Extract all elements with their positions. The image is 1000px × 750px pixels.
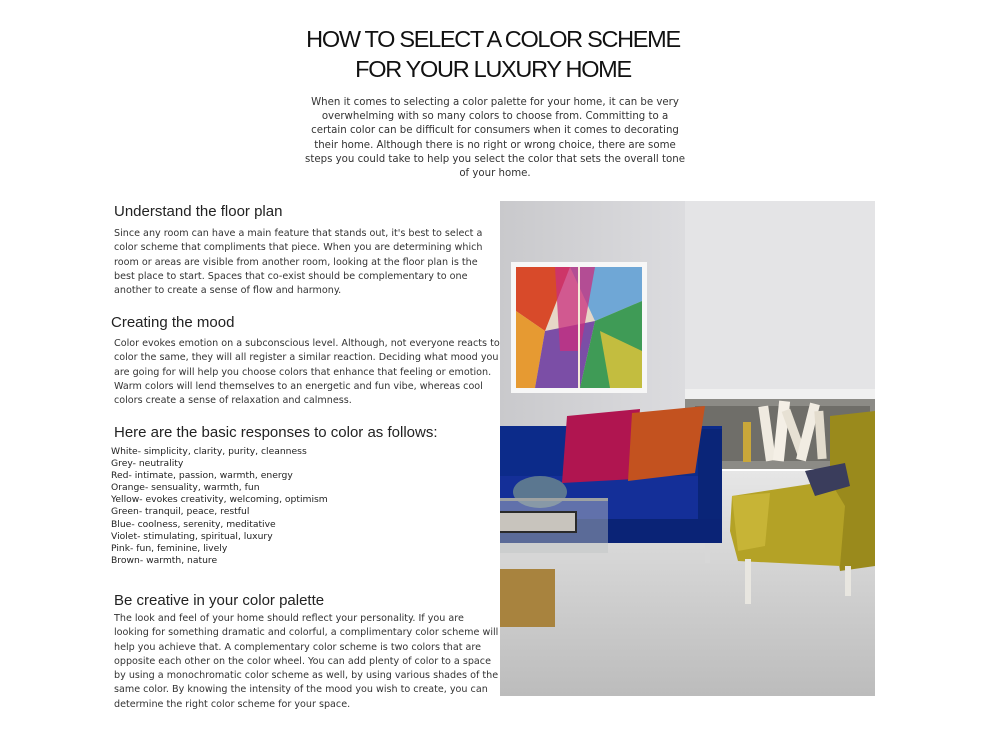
floor-plan-paragraph: Since any room can have a main feature that stands out, it's best to select a color scheme that compliments that piece. When you are determining which room or areas are visible from another room, looking at the floor plan is the best place to start. Spaces that co-exist should be complementary to one another to create a sense of flow and harmony.	[114, 228, 483, 297]
living-room-photo	[500, 201, 875, 696]
creative-heading: Be creative in your color palette	[114, 592, 325, 609]
mood-heading: Creating the mood	[111, 314, 235, 331]
list-item: Green- tranquil, peace, restful	[111, 506, 250, 518]
list-item: Pink- fun, feminine, lively	[111, 542, 228, 554]
list-item: Grey- neutrality	[111, 458, 184, 470]
list-item: Orange- sensuality, warmth, fun	[111, 482, 260, 494]
list-item: Violet- stimulating, spiritual, luxury	[111, 530, 273, 542]
right-wall	[685, 201, 875, 396]
responses-heading: Here are the basic responses to color as follows:	[114, 424, 438, 441]
creative-paragraph: The look and feel of your home should reflect your personality. If you are looking for something dramatic and colorful, a complimentary color scheme will help you achieve that. A complementary color scheme is two colors that are opposite each other on the color wheel. You can add plenty of color to a space by using a monochromatic color scheme as well, by using various shades of the same color. By knowing the intensity of the mood you wish to create, you can determine the right color scheme for your space.	[114, 613, 499, 710]
list-item: Yellow- evokes creativity, welcoming, optimism	[111, 494, 328, 506]
page-title-line-2: FOR YOUR LUXURY HOME	[355, 56, 631, 82]
mood-paragraph: Color evokes emotion on a subconscious level. Although, not everyone reacts to color the same, they will all register a similar reaction. Deciding what mood you are going for will help you choose colors that enhance that feeling or emotion. Warm colors will lend themselves to an energetic and fun vibe, whereas cool colors create a sense of relaxation and calmness.	[114, 338, 500, 407]
mantel	[685, 389, 875, 399]
page-title	[250, 24, 736, 84]
list-item: Brown- warmth, nature	[111, 554, 218, 566]
color-responses-list	[111, 446, 328, 567]
list-item: Red- intimate, passion, warmth, energy	[111, 470, 293, 482]
pink-pillow	[562, 409, 640, 483]
page-title-line-1: HOW TO SELECT A COLOR SCHEME	[306, 26, 680, 52]
orange-pillow	[628, 406, 705, 481]
andiron-left	[743, 422, 751, 462]
abstract-artwork	[511, 262, 647, 393]
floor-plan-heading: Understand the floor plan	[114, 203, 283, 220]
list-item: White- simplicity, clarity, purity, cleanness	[111, 446, 307, 457]
intro-paragraph: When it comes to selecting a color palette for your home, it can be very overwhelming with so many colors to choose from. Committing to a certain color can be difficult for consumers when it comes to decorating their home. Although there is no right or wrong choice, there are some steps you could take to help you select the color that sets the overall tone of your home.	[305, 97, 685, 180]
list-item: Blue- coolness, serenity, meditative	[111, 518, 276, 530]
